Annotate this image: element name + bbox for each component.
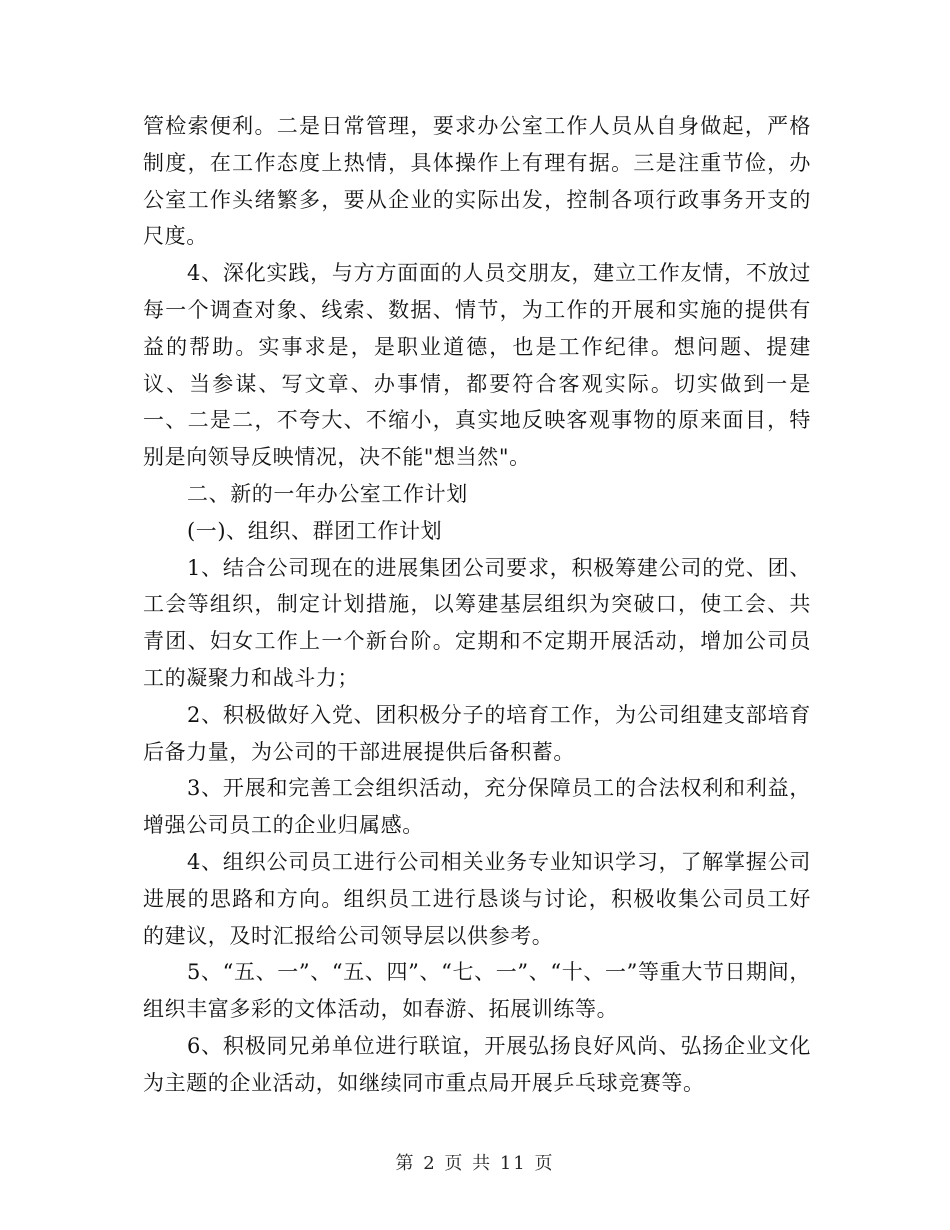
section-heading: 二、新的一年办公室工作计划 xyxy=(187,481,468,506)
paragraph-2: 4、深化实践，与方方面面的人员交朋友，建立工作友情，不放过每一个调查对象、线索、数据、情节，为工作的开展和实施的提供有益的帮助。实事求是，是职业道德，也是工作纪律。想问题、提建议、当参谋、写文章、办事情，都要符合客观实际。切实做到一是一、二是二，不夸大、不缩小，真实地反映客观事物的原来面目，特别是向领导反映情况，决不能"想当然"。 xyxy=(143,261,811,470)
document-body xyxy=(143,108,811,1102)
paragraph-item-2: 2、积极做好入党、团积极分子的培育工作，为公司组建支部培育后备力量，为公司的干部进展提供后备积蓄。 xyxy=(143,702,811,764)
page-footer: 第 2 页 共 11 页 xyxy=(395,1153,555,1174)
subsection-heading: (一)、组织、群团工作计划 xyxy=(187,518,443,543)
paragraph-item-6: 6、积极同兄弟单位进行联谊，开展弘扬良好风尚、弘扬企业文化为主题的企业活动，如继续同市重点局开展乒乓球竞赛等。 xyxy=(143,1033,811,1095)
paragraph-item-1: 1、结合公司现在的进展集团公司要求，积极筹建公司的党、团、工会等组织，制定计划措施，以筹建基层组织为突破口，使工会、共青团、妇女工作上一个新台阶。定期和不定期开展活动，增加公司员工的凝聚力和战斗力； xyxy=(143,555,811,690)
paragraph-item-4: 4、组织公司员工进行公司相关业务专业知识学习，了解掌握公司进展的思路和方向。组织员工进行恳谈与讨论，积极收集公司员工好的建议，及时汇报给公司领导层以供参考。 xyxy=(143,849,811,948)
paragraph-item-5: 5、“五、一”、“五、四”、“七、一”、“十、一”等重大节日期间，组织丰富多彩的文体活动，如春游、拓展训练等。 xyxy=(143,960,811,1022)
paragraph-1: 管检索便利。二是日常管理，要求办公室工作人员从自身做起，严格制度，在工作态度上热情，具体操作上有理有据。三是注重节俭，办公室工作头绪繁多，要从企业的实际出发，控制各项行政事务开支的尺度。 xyxy=(143,114,811,249)
paragraph-item-3: 3、开展和完善工会组织活动，充分保障员工的合法权利和利益，增强公司员工的企业归属感。 xyxy=(143,776,811,838)
